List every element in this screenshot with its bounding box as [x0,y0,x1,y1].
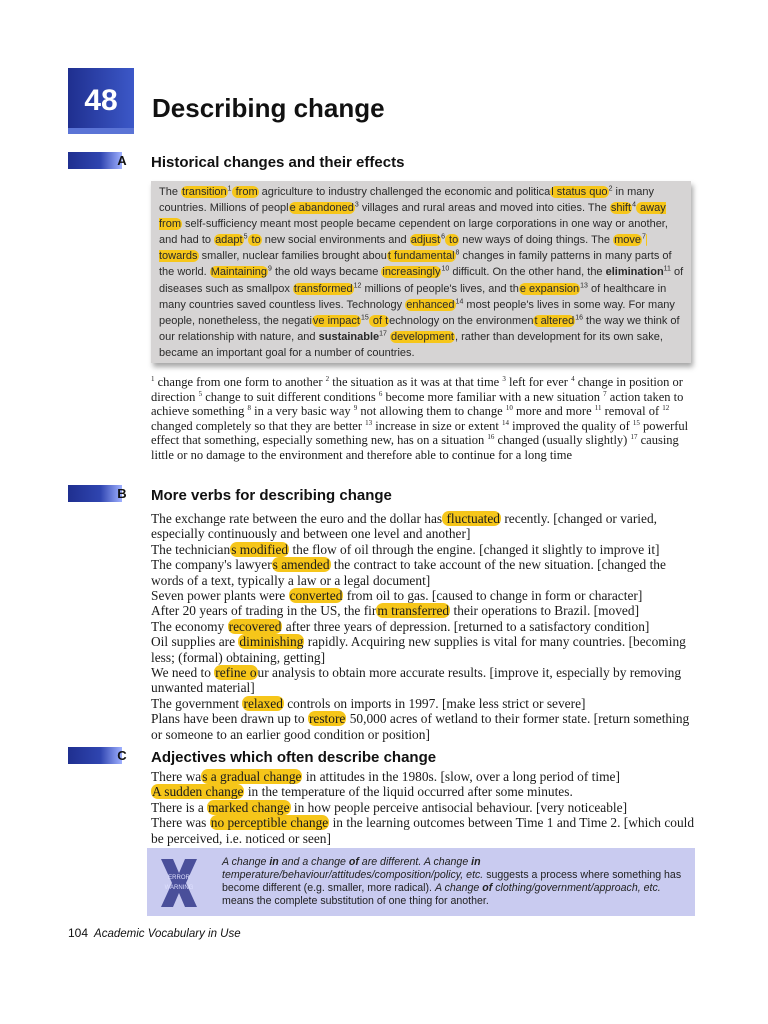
example-sentence [151,557,696,588]
box-text-run: the old ways became [271,266,382,279]
sentence-text: in the temperature of the liquid occurred after some minutes. [244,784,573,800]
note-text-run: suggests a process where something has become different (e.g. smaller, more radical). [222,869,682,894]
common-errors-note-text [222,856,690,908]
svg-text:WARNING: WARNING [164,885,194,891]
example-sentence [151,542,696,557]
box-text-run: The [159,186,182,198]
section-c-marker [68,747,122,764]
note-text-run: are different. [358,856,424,868]
page-footer [68,926,241,940]
glossary-number: 3 [502,374,506,383]
sentence-text: The technician [151,541,231,557]
box-text-run: 3 [354,201,359,209]
box-text-run: 12 [353,281,362,289]
section-c-heading: Adjectives which often describe change [151,749,437,766]
highlighted-term: refine o [215,665,257,681]
box-text-run: 1 [227,185,232,193]
glossary-number: 11 [594,403,602,412]
highlighted-term: s a gradual change [202,769,302,784]
sentence-text: after three years of depression. [returned to a satisfactory condition] [282,618,650,634]
highlighted-term: development [391,330,454,343]
sentence-text: ur analysis to obtain more accurate results. [improve it, especially by removing unwanted material] [151,665,682,696]
glossary-number: 17 [630,432,638,441]
glossary-number: 13 [365,418,373,427]
sentence-text: their operations to Brazil. [moved] [450,603,640,619]
unit-number: 48 [84,84,118,117]
highlighted-term: no perceptible change [210,815,329,831]
box-text-run: difficult. On the other hand, the [449,266,606,279]
highlighted-term: adjust [410,234,441,247]
highlighted-term: relaxed [243,695,283,711]
page-number: 104 [68,926,89,940]
box-text-run: , rather than development for its own sake, became an important goal for a number of countries. [159,330,663,359]
note-text-run: of [482,882,493,894]
highlighted-term: converted [289,588,343,604]
glossary-definition: change from one form to another [154,375,326,389]
box-text-run: the way we think of our relationship with nature, and [159,314,680,343]
sentence-text: in attitudes in the 1980s. [slow, over a long period of time] [302,769,620,784]
glossary-definition: become more familiar with a new situation [382,389,604,404]
common-errors-x-icon [153,855,205,911]
highlighted-term: shift [610,202,632,215]
sentence-text: recently. [changed or varied, especially continuously and between one level and another] [151,511,658,542]
example-sentence [151,634,696,665]
box-text-run: in many countries. Millions of peopl [159,186,655,215]
section-a-glossary [151,375,696,462]
example-sentence [151,619,696,634]
sentence-text: rapidly. Acquiring new supplies is vital for many countries. [becoming less; (formal) obtaining, getting] [151,634,686,665]
note-text-run: a change [302,856,349,868]
sentence-text: Seven power plants were [151,588,289,604]
sentence-text: Oil supplies are [151,634,239,650]
highlighted-term: diminishing [239,634,304,650]
example-sentence [151,711,696,742]
box-text-run: 2 [608,185,613,193]
glossary-number: 7 [603,389,607,398]
note-text-run: and [278,856,303,868]
highlighted-term: from [232,186,258,198]
sentence-text: After 20 years of trading in the US, the fir [151,603,377,619]
section-c-examples [151,769,696,846]
box-text-run: 6 [441,233,445,241]
highlighted-term: increasingly [382,266,441,279]
box-text-run: new ways of doing things. The [459,234,614,247]
sentence-text: There is a [151,799,208,815]
box-text-run: echnology on the environmen [389,314,534,327]
box-text-run: millions of people's lives, and th [361,282,519,295]
note-text-run: A change [434,882,483,894]
highlighted-term: transformed [293,282,353,295]
box-text-run: sustainable [318,330,380,343]
box-text-run: 13 [580,281,588,289]
example-sentence [151,784,696,799]
highlighted-term: move [614,234,641,247]
glossary-definition: improved the quality of [508,418,633,433]
page-title: Describing change [152,93,385,123]
box-text-run: 7 [642,233,646,241]
section-a-heading: Historical changes and their effects [151,154,405,171]
note-text-run: of [348,856,359,868]
box-text-run: new social environments and [261,234,410,247]
example-sentence [151,696,696,711]
glossary-number: 4 [571,374,575,383]
glossary-definition: more and more [512,404,595,418]
glossary-definition: removal of [601,404,663,418]
section-b-marker [68,485,122,502]
sentence-text: 50,000 acres of wetland to their former state. [return something or someone to an earlier good condition or position] [151,711,690,742]
historical-changes-paragraph [159,184,685,361]
glossary-definition: changed (usually slightly) [494,433,631,447]
box-text-run: 16 [575,314,583,322]
example-sentence [151,588,696,603]
box-text-run: 5 [243,233,248,241]
section-b-letter: B [117,486,127,501]
sentence-text: The government [151,695,243,711]
glossary-definition: increase in size or extent [372,418,502,433]
box-text-run: smaller, nuclear families brought abou [198,250,387,263]
highlighted-term: m transferred [377,603,450,619]
box-text-run: 17 [379,330,387,338]
example-sentence [151,800,696,815]
box-text-run: elimination [605,266,664,279]
glossary-definition: action taken to achieve something [151,389,684,418]
example-sentence [151,769,696,784]
highlighted-term: s amended [272,557,330,573]
glossary-number: 15 [632,418,640,427]
note-text-run: A change [222,856,270,868]
section-b-examples [151,511,696,742]
highlighted-term: Maintaining [210,266,268,279]
glossary-definition: change to suit different conditions [202,389,379,404]
note-text-run: clothing/government/approach, etc. [492,882,661,894]
glossary-number: 1 [151,374,155,383]
highlighted-term: t fundamental [387,250,455,263]
example-sentence [151,511,696,542]
sentence-text: in the learning outcomes between Time 1 and Time 2. [which could be perceived, i.e. noticed or seen] [151,815,695,846]
highlighted-term: to [445,234,459,247]
example-sentence [151,815,696,846]
unit-number-strip [68,128,134,134]
box-text-run: most people's lives in some way. For many people, nonetheless, the negati [159,298,675,327]
glossary-number: 10 [505,403,513,412]
box-text-run: changes in family patterns in many parts of the world. [159,250,672,279]
highlighted-term: recovered [228,618,282,634]
glossary-number: 6 [378,389,383,398]
box-text-run: 10 [441,265,450,273]
highlighted-term: away from [159,202,666,231]
historical-changes-text-box [151,181,691,363]
sentence-text: in how people perceive antisocial behaviour. [very noticeable] [290,799,628,815]
note-text-run: in [471,856,481,868]
highlighted-term: e abandoned [289,202,354,215]
glossary-number: 5 [198,389,203,398]
glossary-definition: not allowing them to change [357,404,506,418]
glossary-definition: causing little or no damage to the environment and therefore able to continue for a long time [151,433,679,462]
highlighted-term: fluctuated [443,511,500,526]
box-text-run: 15 [360,314,369,322]
sentence-text: controls on imports in 1997. [make less strict or severe] [283,695,586,711]
highlighted-term: adapt [215,234,243,247]
book-title: Academic Vocabulary in Use [94,928,241,940]
box-text-run: 4 [632,201,636,209]
example-sentence [151,665,696,696]
section-b-heading: More verbs for describing change [151,487,392,504]
box-text-run: of diseases such as smallpox [159,266,684,295]
note-text-run: A change [423,856,472,868]
highlighted-term: transition [182,186,227,198]
note-text-run: in [269,856,279,868]
highlighted-term: to [248,234,261,247]
svg-text:ERROR: ERROR [168,875,190,881]
sentence-text: Plans have been drawn up to [151,711,308,727]
note-text-run: means the complete substitution of one thing for another. [222,895,489,907]
box-text-run: agriculture to industry challenged the economic and politica [258,186,551,198]
highlighted-term: restore [308,711,346,727]
highlighted-term: l status quo [551,186,608,198]
highlighted-term: t altered [534,314,575,327]
highlighted-term: e expansion [519,282,580,295]
highlighted-term: A sudden change [152,784,244,800]
sentence-text: from oil to gas. [caused to change in form or character] [343,588,643,604]
sentence-text: There wa [151,769,202,784]
box-text-run: of healthcare in many countries saved countless lives. Technology [159,282,667,311]
sentence-text: We need to [151,665,215,681]
sentence-text: The company's lawyer [151,557,272,573]
highlighted-term: s modified [231,541,289,557]
glossary-definition: changed completely so that they are better [151,418,366,433]
box-text-run: self-sufficiency meant most people became cependent on large corporations in one way or another, and had to [159,218,668,247]
sentence-text: the flow of oil through the engine. [changed it slightly to improve it] [289,541,660,557]
glossary-definition: left for ever [505,375,572,389]
sentence-text: There was [151,815,210,831]
section-c-letter: C [117,748,127,763]
glossary-number: 14 [501,418,509,427]
box-text-run: 8 [455,249,460,257]
glossary-number: 8 [247,403,251,412]
example-sentence [151,603,696,618]
sentence-text: the contract to take account of the new situation. [changed the words of a text, typically a law or a legal document] [151,557,666,588]
glossary-number: 2 [325,374,330,383]
glossary-definition: the situation as it was at that time [329,375,503,389]
highlighted-term: towards [159,234,647,262]
highlighted-term: marked change [208,799,290,815]
box-text-run: 9 [268,265,272,273]
box-text-run: villages and rural areas and moved into cities. The [358,202,610,215]
glossary-definition: change in position or direction [151,375,683,404]
highlighted-term: of t [369,314,389,327]
note-text-run: temperature/behaviour/attitudes/composition/policy, etc. [222,869,484,881]
glossary-number: 12 [662,403,670,412]
sentence-text: The exchange rate between the euro and the dollar has [151,511,443,526]
highlighted-term: enhanced [406,298,455,311]
glossary-definition: powerful effect that something, especially something new, has on a situation [151,418,689,447]
glossary-number: 16 [487,432,495,441]
glossary-number: 9 [353,403,358,412]
box-text-run: 14 [455,298,464,305]
glossary-definition: in a very basic way [251,404,354,418]
section-a-marker [68,152,122,169]
box-text-run: 11 [663,265,671,273]
section-a-letter: A [117,153,127,168]
sentence-text: The economy [151,618,228,634]
highlighted-term: ve impact [312,314,360,327]
